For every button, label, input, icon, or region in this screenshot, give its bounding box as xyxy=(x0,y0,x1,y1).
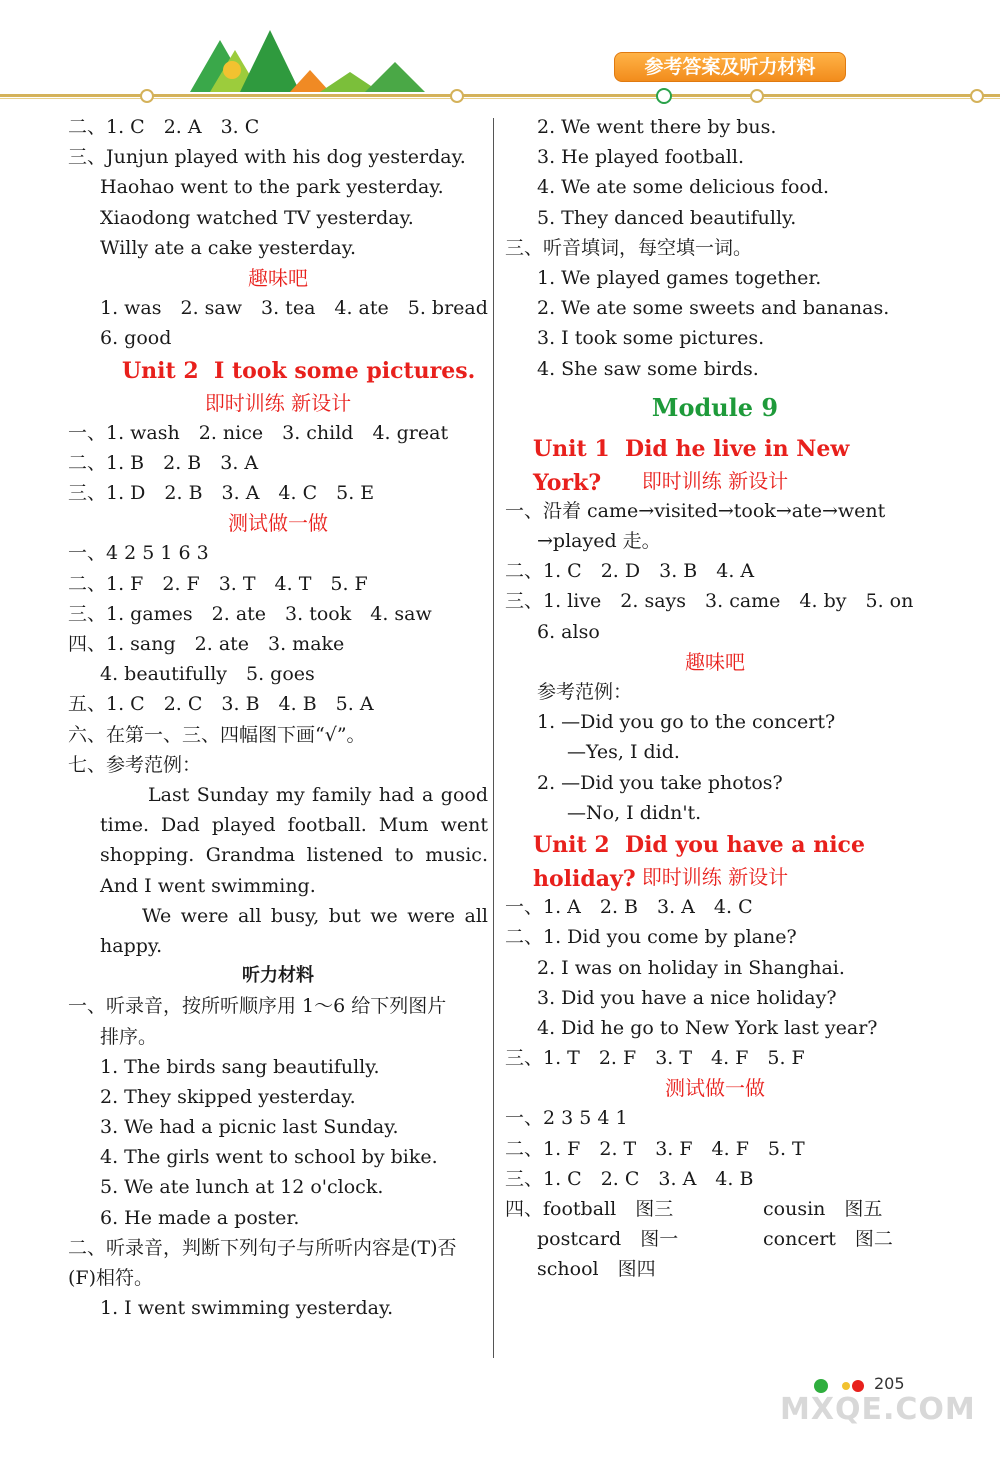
page-header xyxy=(0,0,1000,110)
answer-line: 一、沿着 came→visited→took→ate→went xyxy=(505,499,886,522)
answer-line: 2. We went there by bus. xyxy=(537,116,777,138)
answer-line: 1. We played games together. xyxy=(537,266,822,289)
answer-line xyxy=(505,1194,925,1224)
answer-line: 3. I took some pictures. xyxy=(537,327,765,350)
answer-line: 三、1. T 2. F 3. T 4. F 5. F xyxy=(505,1047,805,1070)
answer-line: 三、Junjun played with his dog yesterday. xyxy=(68,146,466,169)
answer-line xyxy=(505,1224,925,1254)
mountain-decoration-icon xyxy=(150,0,570,95)
essay-paragraph: Last Sunday my family had a good time. Dad played football. Mum went shopping. Grandma listened to music. And I went swimming. xyxy=(100,783,488,897)
answer-line: school 图四 xyxy=(537,1258,656,1281)
answer-line: —No, I didn't. xyxy=(567,801,702,824)
answer-item: concert 图二 xyxy=(763,1228,893,1251)
answer-line: 参考范例： xyxy=(537,681,633,703)
essay-paragraph: We were all busy, but we were all happy. xyxy=(100,904,488,957)
watermark: MXQE.COM xyxy=(780,1392,976,1427)
module-title: Module 9 xyxy=(651,392,779,422)
answer-line: 七、参考范例： xyxy=(68,753,202,776)
answer-line: 三、1. D 2. B 3. A 4. C 5. E xyxy=(68,482,375,505)
answer-line: Willy ate a cake yesterday. xyxy=(100,236,357,259)
answer-line: 3. Did you have a nice holiday? xyxy=(537,986,837,1009)
answer-line: 2. We ate some sweets and bananas. xyxy=(537,297,890,320)
rule-dot-icon xyxy=(970,89,984,103)
answer-line: 6. He made a poster. xyxy=(100,1206,300,1229)
answer-line: 五、1. C 2. C 3. B 4. B 5. A xyxy=(68,693,374,716)
answer-line: 一、2 3 5 4 1 xyxy=(505,1107,628,1130)
unit-name: Did he live in New York? xyxy=(533,435,850,496)
rule-dot-icon xyxy=(140,89,154,103)
answer-line: →played 走。 xyxy=(537,530,661,553)
answer-line: 3. We had a picnic last Sunday. xyxy=(100,1116,399,1139)
answer-line: 四、1. sang 2. ate 3. make xyxy=(68,633,345,655)
answer-line: 二、1. C 2. D 3. B 4. A xyxy=(505,560,755,583)
left-column xyxy=(68,112,488,1323)
column-divider xyxy=(493,118,494,1358)
answer-line: 6. good xyxy=(100,327,172,350)
answer-line: (F)相符。 xyxy=(68,1267,154,1290)
answer-line: 5. We ate lunch at 12 o'clock. xyxy=(100,1176,384,1199)
unit-number: Unit 1 xyxy=(533,435,610,462)
section-banner: 参考答案及听力材料 xyxy=(614,52,846,82)
rule-dot-green-icon xyxy=(656,88,672,104)
rule-dot-icon xyxy=(750,89,764,103)
section-heading: 即时训练 新设计 xyxy=(204,390,352,415)
answer-line: 2. They skipped yesterday. xyxy=(100,1085,356,1108)
unit-name: Did you have a nice holiday? xyxy=(533,831,865,892)
answer-line: 1. was 2. saw 3. tea 4. ate 5. bread xyxy=(100,297,488,320)
answer-line: Haohao went to the park yesterday. xyxy=(100,176,444,199)
right-column xyxy=(505,112,925,1285)
answer-line: 4. We ate some delicious food. xyxy=(537,176,830,199)
page-number: 205 xyxy=(874,1374,905,1393)
answer-line: 1. I went swimming yesterday. xyxy=(100,1297,394,1320)
answer-line: 一、1. wash 2. nice 3. child 4. great xyxy=(68,421,449,444)
answer-line: 二、1. B 2. B 3. A xyxy=(68,451,259,474)
section-heading: 测试做一做 xyxy=(228,511,328,536)
answer-line: 5. They danced beautifully. xyxy=(537,206,797,229)
answer-line: 4. beautifully 5. goes xyxy=(100,663,315,686)
answer-item: cousin 图五 xyxy=(763,1198,883,1220)
unit-title xyxy=(68,354,488,388)
answer-line: 4. She saw some birds. xyxy=(537,357,759,380)
answer-line: 二、1. Did you come by plane? xyxy=(505,926,797,949)
answer-line: 三、听音填词，每空填一词。 xyxy=(505,236,753,259)
answer-line: 三、1. games 2. ate 3. took 4. saw xyxy=(68,602,432,625)
answer-line: 三、1. C 2. C 3. A 4. B xyxy=(505,1167,754,1190)
essay xyxy=(68,780,488,961)
section-heading: 趣味吧 xyxy=(248,265,308,290)
rule-dot-icon xyxy=(450,89,464,103)
section-heading: 听力材料 xyxy=(242,965,314,987)
answer-line: 一、4 2 5 1 6 3 xyxy=(68,542,209,565)
unit-number: Unit 2 xyxy=(533,831,610,858)
answer-line: 二、1. F 2. T 3. F 4. F 5. T xyxy=(505,1137,805,1160)
answer-line: Xiaodong watched TV yesterday. xyxy=(100,206,414,229)
answer-line: 二、1. C 2. A 3. C xyxy=(68,116,260,138)
answer-line: 二、听录音，判断下列句子与所听内容是(T)否 xyxy=(68,1236,457,1259)
answer-item: 四、football 图三 xyxy=(505,1198,674,1220)
answer-line: 2. I was on holiday in Shanghai. xyxy=(537,956,845,979)
answer-line: 1. The birds sang beautifully. xyxy=(100,1055,380,1078)
section-heading: 即时训练 新设计 xyxy=(641,468,789,493)
answer-line: 6. also xyxy=(537,620,600,643)
answer-line: 一、听录音，按所听顺序用 1～6 给下列图片 xyxy=(68,995,447,1018)
answer-line: 排序。 xyxy=(100,1025,158,1048)
answer-line: 六、在第一、三、四幅图下画“√”。 xyxy=(68,723,366,746)
unit-number: Unit 2 xyxy=(122,357,199,384)
answer-line: 4. The girls went to school by bike. xyxy=(100,1146,438,1169)
answer-line: 二、1. F 2. F 3. T 4. T 5. F xyxy=(68,572,368,595)
section-heading: 趣味吧 xyxy=(685,649,745,674)
answer-line: 一、1. A 2. B 3. A 4. C xyxy=(505,896,753,919)
answer-line: 2. —Did you take photos? xyxy=(537,771,783,794)
answer-line: 三、1. live 2. says 3. came 4. by 5. on xyxy=(505,590,914,613)
answer-line: 1. —Did you go to the concert? xyxy=(537,711,836,734)
unit-name: I took some pictures. xyxy=(214,357,476,384)
answer-line: —Yes, I did. xyxy=(567,741,680,764)
answer-item: postcard 图一 xyxy=(537,1228,679,1251)
answer-line: 3. He played football. xyxy=(537,146,744,169)
answer-line: 4. Did he go to New York last year? xyxy=(537,1016,878,1039)
section-heading: 即时训练 新设计 xyxy=(641,864,789,889)
section-heading: 测试做一做 xyxy=(665,1076,765,1101)
